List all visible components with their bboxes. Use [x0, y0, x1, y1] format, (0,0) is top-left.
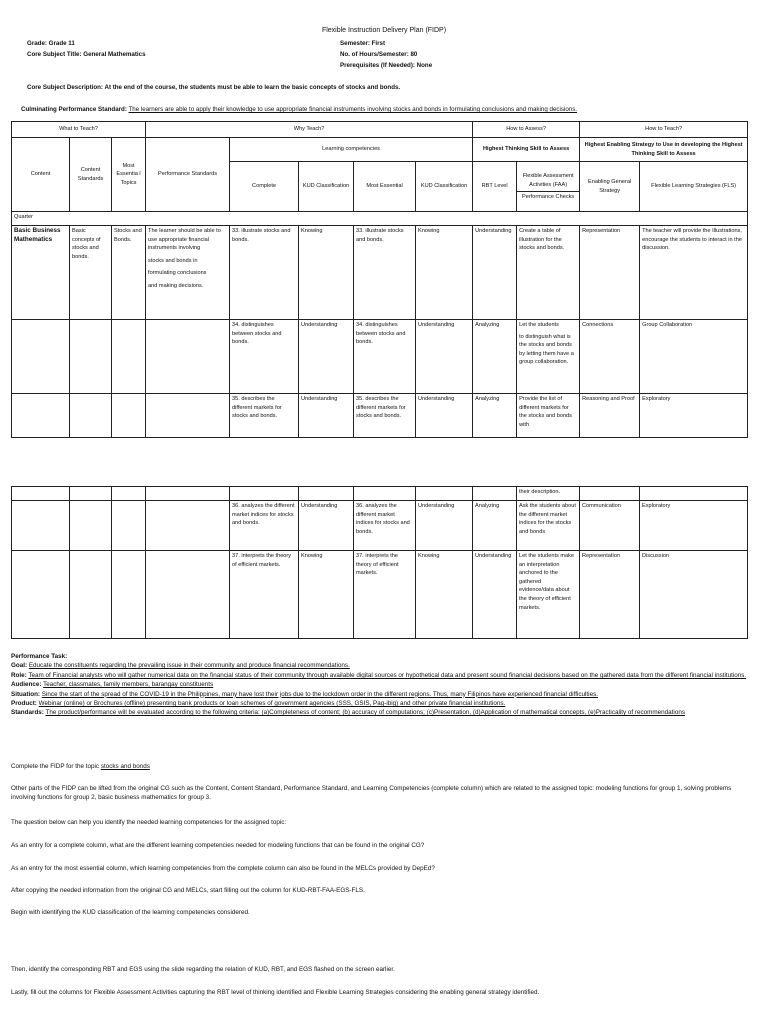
culminating-standard — [21, 105, 761, 114]
standards-text: The product/performance will be evaluated according to the following criteria: (a)Completeness of content; (b) accuracy of computations; (c)Presentation, (d)Application of mathematical concepts, (e)Practicality of recommendations — [45, 709, 685, 717]
r35-essential: 35. describes the different markets for stocks and bonds. — [354, 394, 416, 438]
empty-cell — [146, 320, 230, 394]
r33-complete: 33. illustrate stocks and bonds. — [230, 226, 299, 320]
document-title: Flexible Instruction Delivery Plan (FIDP) — [321, 27, 447, 34]
empty-cell — [70, 551, 112, 639]
standards-label: Standards: — [11, 709, 44, 717]
r34-fls: Group Collaboration — [640, 320, 748, 394]
empty-cell — [112, 501, 146, 551]
r36-fls: Exploratory — [640, 501, 748, 551]
header-kud-classification-2: KUD Classification — [416, 162, 473, 212]
header-complete: Complete — [230, 162, 299, 212]
instruction-paragraph-6: Begin with identifying the KUD classification of the learning competencies considered. — [11, 909, 250, 916]
r33-faa: Create a table of illustration for the stocks and bonds. — [517, 226, 580, 320]
empty-cell — [12, 394, 70, 438]
instruction-complete-topic: stocks and bonds — [100, 763, 150, 770]
header-kud-classification: KUD Classification — [299, 162, 354, 212]
r35-kud2: Understanding — [416, 394, 473, 438]
audience-line — [11, 680, 755, 689]
product-text: Webinar (online) or Brochures (offline) presenting bank products or loan schemes of government agencies (SSS, GSIS, Pag-ibig) and other private financial institutions. — [38, 700, 506, 708]
r35-complete: 35. describes the different markets for stocks and bonds. — [230, 394, 299, 438]
content-cell: Basic Business Mathematics — [12, 226, 70, 320]
empty-cell — [70, 394, 112, 438]
core-subject-title: Core Subject Title: General Mathematics — [27, 51, 146, 58]
empty-cell — [12, 501, 70, 551]
empty-cell — [12, 487, 70, 501]
empty-cell — [416, 487, 473, 501]
header-what-to-teach: What to Teach? — [12, 122, 146, 138]
header-most-essential: Most Essential — [354, 162, 416, 212]
header-why-teach: Why Teach? — [146, 122, 473, 138]
header-content: Content — [12, 138, 70, 212]
r36-kud: Understanding — [299, 501, 354, 551]
header-highest-enabling-strategy: Highest Enabling Strategy to Use in developing the Highest Thinking Skill to Assess — [580, 138, 748, 162]
topics-cell: Stocks and Bonds. — [112, 226, 146, 320]
r35-faa-continued: their description. — [517, 487, 580, 501]
r34-complete: 34. distinguishes between stocks and bonds. — [230, 320, 299, 394]
r34-faa — [517, 320, 580, 394]
header-performance-checks: Performance Checks — [521, 194, 575, 201]
culminating-label: Culminating Performance Standard: — [21, 106, 127, 113]
empty-cell — [146, 551, 230, 639]
r36-egs: Communication — [580, 501, 640, 551]
header-content-standards: Content Standards — [70, 138, 112, 212]
header-how-to-teach: How to Teach? — [580, 122, 748, 138]
perf-line-3: formulating conclusions — [148, 270, 207, 277]
r34-faa-line2: to distinguish what is the stocks and bonds by letting them have a group collaboration. — [519, 333, 574, 366]
r37-egs: Representation — [580, 551, 640, 639]
situation-label: Situation: — [11, 690, 41, 698]
situation-text: Since the start of the spread of the COVID-19 in the Philippines, many have lost their jobs due to the lockdown order in the different regions. Thus, many Filipinos have experienced financial difficulties. — [41, 690, 598, 698]
r37-essential: 37. interprets the theory of efficient markets. — [354, 551, 416, 639]
r33-rbt: Understanding — [473, 226, 517, 320]
r35-faa: Provide the list of different markets for the stocks and bonds with — [517, 394, 580, 438]
r34-egs: Connections — [580, 320, 640, 394]
r35-egs: Reasoning and Proof — [580, 394, 640, 438]
performance-task — [11, 652, 755, 718]
empty-cell — [146, 394, 230, 438]
semester-label: Semester: First — [340, 40, 386, 47]
header-highest-thinking-skill: Highest Thinking Skill to Assess — [473, 138, 580, 162]
perf-line-1: The learner should be able to use appropriate financial instruments involving — [148, 228, 221, 252]
empty-cell — [70, 487, 112, 501]
subject-description: Core Subject Description: At the end of the course, the students must be able to learn the basic concepts of stocks and bonds. — [27, 84, 401, 91]
empty-cell — [12, 320, 70, 394]
header-how-to-assess: How to Assess? — [473, 122, 580, 138]
r36-essential: 36. analyzes the different market indices for stocks and bonds. — [354, 501, 416, 551]
empty-cell — [70, 320, 112, 394]
r37-kud: Knowing — [299, 551, 354, 639]
perf-line-4: and making decisions. — [148, 282, 204, 289]
header-faa: Flexible Assessment Activities (FAA) — [517, 170, 579, 192]
instruction-paragraph-8: Lastly, fill out the columns for Flexible Assessment Activities capturing the RBT level of thinking identified and Flexible Learning Strategies considering the enabling general strategy identified. — [11, 989, 540, 996]
r34-rbt: Analyzing — [473, 320, 517, 394]
r35-rbt: Analyzing — [473, 394, 517, 438]
culminating-text: The learners are able to apply their knowledge to use appropriate financial instruments involving stocks and bonds in formulating conclusions and making decisions. — [128, 106, 578, 113]
r33-egs: Representation — [580, 226, 640, 320]
product-label: Product: — [11, 700, 37, 708]
header-most-essential-topics: Most Essentia l Topics — [112, 138, 146, 212]
r33-essential: 33. illustrate stocks and bonds. — [354, 226, 416, 320]
instruction-paragraph-2: The question below can help you identify the needed learning competencies for the assigned topic: — [11, 819, 287, 826]
hours-label: No. of Hours/Semester: 80 — [340, 51, 418, 58]
empty-cell — [299, 487, 354, 501]
r36-faa: Ask the students about the different market indices for the stocks and bonds — [517, 501, 580, 551]
instruction-complete — [11, 762, 755, 771]
r36-complete: 36. analyzes the different market indices for stocks and bonds. — [230, 501, 299, 551]
header-performance-standards: Performance Standards — [146, 138, 230, 212]
empty-cell — [146, 501, 230, 551]
role-label: Role: — [11, 671, 27, 679]
instruction-complete-prefix: Complete the FIDP for the topic — [11, 763, 100, 770]
performance-task-heading: Performance Task: — [11, 653, 68, 660]
header-fls: Flexible Learning Strategies (FLS) — [640, 162, 748, 212]
quarter-row: Quarter — [12, 212, 748, 226]
perf-line-2: stocks and bonds in — [148, 257, 198, 264]
r33-fls: The teacher will provide the Illustrations, encourage the students to interact in the discussion. — [640, 226, 748, 320]
instruction-paragraph-5: After copying the needed information from the original CG and MELCs, start filling out the column for KUD-RBT-FAA-EGS-FLS. — [11, 887, 365, 894]
goal-line — [11, 661, 755, 670]
r33-kud2: Knowing — [416, 226, 473, 320]
content-standards-cell: Basic concepts of stocks and bonds. — [70, 226, 112, 320]
product-line — [11, 699, 755, 708]
empty-cell — [112, 320, 146, 394]
empty-cell — [112, 394, 146, 438]
empty-cell — [112, 551, 146, 639]
empty-cell — [580, 487, 640, 501]
r37-fls: Discussion — [640, 551, 748, 639]
r37-rbt: Understanding — [473, 551, 517, 639]
r33-kud: Knowing — [299, 226, 354, 320]
role-line — [11, 671, 755, 680]
empty-cell — [146, 487, 230, 501]
r35-kud: Understanding — [299, 394, 354, 438]
standards-line — [11, 708, 755, 717]
empty-cell — [473, 487, 517, 501]
header-enabling-general-strategy: Enabling General Strategy — [580, 162, 640, 212]
fidp-table-part1 — [11, 121, 748, 438]
header-learning-competencies: Learning competencies — [230, 138, 473, 162]
empty-cell — [70, 501, 112, 551]
audience-label: Audience: — [11, 681, 42, 689]
empty-cell — [12, 551, 70, 639]
r34-kud: Understanding — [299, 320, 354, 394]
goal-label: Goal: — [11, 662, 28, 670]
prerequisites-label: Prerequisites (If Needed): None — [340, 62, 433, 69]
instruction-paragraph-7: Then, identify the corresponding RBT and EGS using the slide regarding the relation of KUD, RBT, and EGS flashed on the screen earlier. — [11, 966, 395, 973]
fidp-table-part2 — [11, 486, 748, 639]
r36-rbt: Analyzing — [473, 501, 517, 551]
goal-text: Educate the constituents regarding the prevailing issue in their community and produce financial recommendations. — [28, 662, 350, 670]
r36-kud2: Understanding — [416, 501, 473, 551]
r35-fls: Exploratory — [640, 394, 748, 438]
r34-essential: 34. distinguishes between stocks and bonds. — [354, 320, 416, 394]
r34-faa-line1: Let the students — [519, 322, 559, 328]
instruction-paragraph-4: As an entry for the most essential column, which learning competencies from the complete column can also be found in the MELCs provided by DepEd? — [11, 865, 435, 872]
r34-kud2: Understanding — [416, 320, 473, 394]
instruction-paragraph-3: As an entry for a complete column, what are the different learning competencies needed for modeling functions that can be found in the original CG? — [11, 842, 425, 849]
empty-cell — [230, 487, 299, 501]
r37-complete: 37. interprets the theory of efficient markets. — [230, 551, 299, 639]
grade-label: Grade: Grade 11 — [27, 40, 75, 47]
header-faa-cell — [517, 162, 580, 212]
header-rbt-level: RBT Level — [473, 162, 517, 212]
role-text: Team of Financial analysts who will gather numerical data on the financial status of their community through available digital sources or hypothetical data and present sound financial decisions based on the gathered data from the different financial institutions. — [28, 671, 747, 679]
audience-text: Teacher, classmates, family members, barangay constituents — [43, 681, 214, 689]
r37-kud2: Knowing — [416, 551, 473, 639]
empty-cell — [354, 487, 416, 501]
situation-line — [11, 690, 755, 699]
instruction-paragraph-1: Other parts of the FIDP can be lifted from the original CG such as the Content, Content Standard, Performance Standard, and Learning Competencies (complete column) which are related to the assigned topic: modeling functions for group 1, solving problems involving functions for group 2, basic business mathematics for group 3. — [11, 785, 732, 802]
empty-cell — [640, 487, 748, 501]
r37-faa: Let the students make an interpretation anchored to the gathered evidence/data about the theory of efficient markets. — [517, 551, 580, 639]
empty-cell — [112, 487, 146, 501]
performance-standards-cell — [146, 226, 230, 320]
